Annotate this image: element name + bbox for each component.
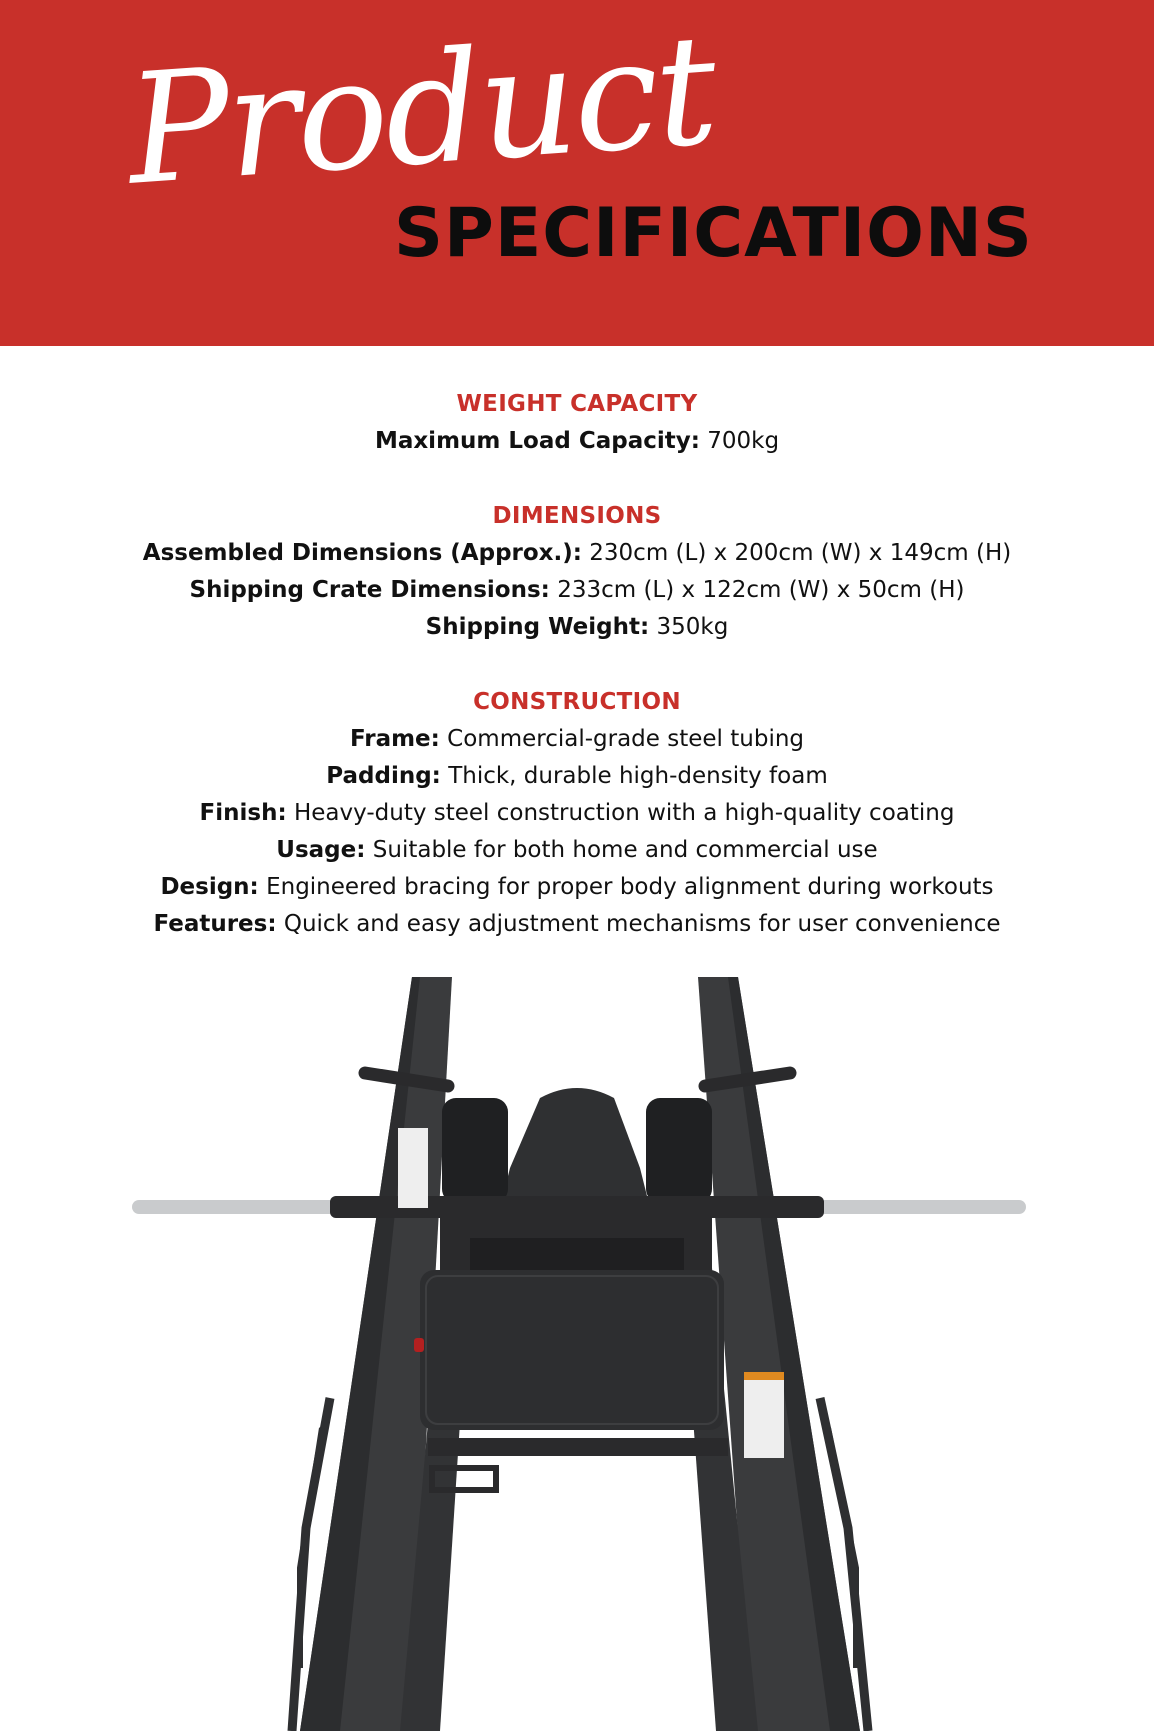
section-dimensions	[0, 498, 1154, 646]
spec-label: Usage:	[276, 837, 366, 863]
spec-line	[0, 758, 1154, 795]
hack-squat-machine-icon	[0, 968, 1154, 1731]
spec-value: Suitable for both home and commercial use	[372, 837, 878, 863]
warning-label-right	[744, 1372, 784, 1458]
spec-line	[0, 869, 1154, 906]
spec-label: Padding:	[326, 763, 441, 789]
header-banner	[0, 0, 1154, 346]
spec-line	[0, 906, 1154, 943]
spec-label: Maximum Load Capacity:	[374, 428, 700, 454]
barbell-sleeve-right	[812, 1200, 1026, 1214]
spec-label: Features:	[153, 911, 277, 937]
carriage-detail	[470, 1238, 684, 1274]
red-knob	[414, 1338, 424, 1352]
spec-value: 700kg	[707, 428, 780, 454]
spec-label: Shipping Crate Dimensions:	[189, 577, 550, 603]
spec-value: Commercial-grade steel tubing	[447, 726, 805, 752]
spec-line	[0, 721, 1154, 758]
spec-line	[0, 535, 1154, 572]
spec-line	[0, 832, 1154, 869]
spec-label: Frame:	[349, 726, 440, 752]
section-heading: WEIGHT CAPACITY	[456, 391, 698, 417]
spec-line	[0, 609, 1154, 646]
lower-bracket	[428, 1438, 728, 1456]
section-heading: CONSTRUCTION	[473, 689, 681, 715]
seat-pad	[420, 1270, 724, 1430]
spec-line	[0, 572, 1154, 609]
barbell-sleeve-left	[132, 1200, 342, 1214]
block-title: SPECIFICATIONS	[394, 194, 1033, 273]
spec-line	[0, 795, 1154, 832]
spec-line	[0, 423, 1154, 460]
specifications-list	[0, 386, 1154, 981]
spec-label: Assembled Dimensions (Approx.):	[142, 540, 582, 566]
spec-value: Heavy-duty steel construction with a high-quality coating	[293, 800, 955, 826]
warning-label-left	[398, 1128, 428, 1208]
section-heading: DIMENSIONS	[492, 503, 662, 529]
backrest	[500, 1088, 650, 1208]
warning-label-stripe	[744, 1372, 784, 1380]
spec-value: Quick and easy adjustment mechanisms for user convenience	[283, 911, 1001, 937]
spec-label: Design:	[160, 874, 259, 900]
spec-value: Thick, durable high-density foam	[448, 763, 828, 789]
product-photo	[0, 968, 1154, 1731]
spec-value: 350kg	[656, 614, 729, 640]
script-title: Product	[121, 1, 720, 219]
spec-value: 230cm (L) x 200cm (W) x 149cm (H)	[589, 540, 1012, 566]
spec-label: Finish:	[199, 800, 287, 826]
right-shoulder-pad	[646, 1098, 712, 1203]
section-weight-capacity	[0, 386, 1154, 460]
spec-label: Shipping Weight:	[425, 614, 650, 640]
spec-value: Engineered bracing for proper body alignment during workouts	[266, 874, 994, 900]
spec-value: 233cm (L) x 122cm (W) x 50cm (H)	[557, 577, 965, 603]
left-shoulder-pad	[442, 1098, 508, 1203]
section-construction	[0, 684, 1154, 943]
